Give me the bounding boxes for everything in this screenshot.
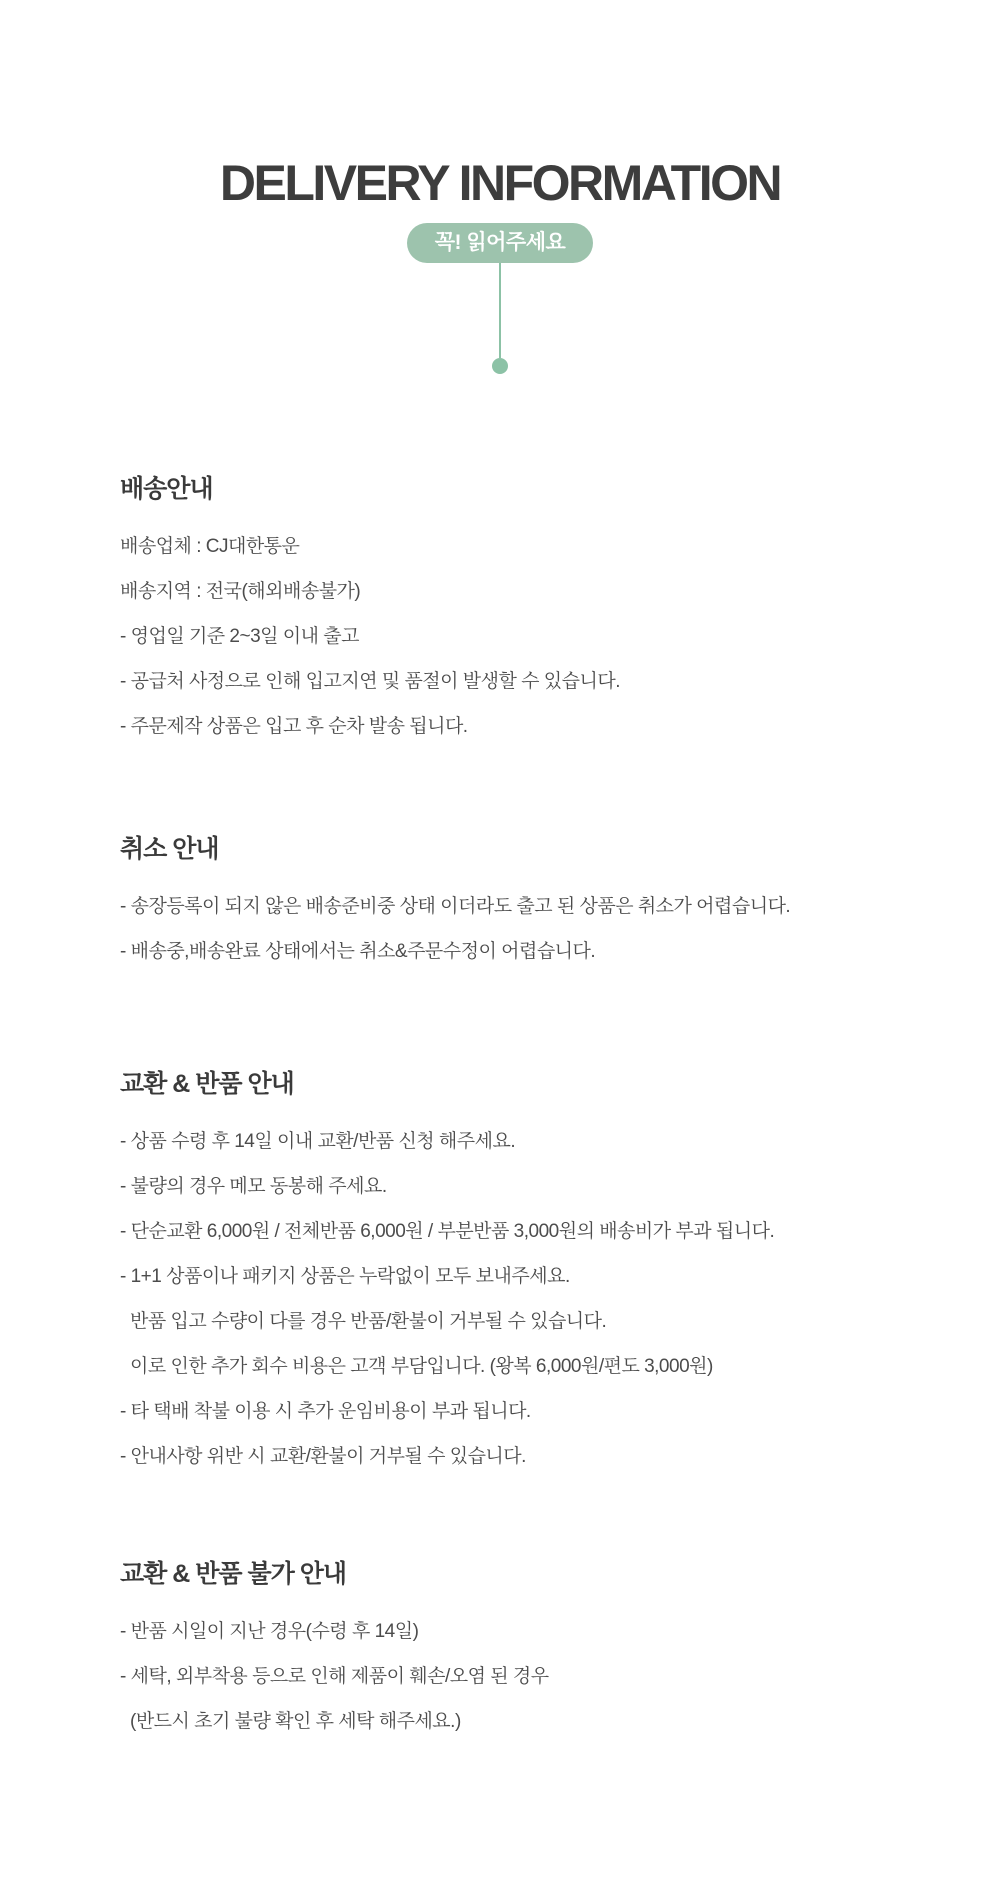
content-area	[0, 474, 1000, 1744]
section-heading-exchange-return-not-allowed: 교환 & 반품 불가 안내	[120, 1560, 347, 1588]
info-line: 배송지역 : 전국(해외배송불가)	[120, 581, 361, 602]
badge-row	[0, 223, 1000, 263]
section-heading-cancellation: 취소 안내	[120, 835, 219, 863]
info-line: - 단순교환 6,000원 / 전체반품 6,000원 / 부분반품 3,000원의 배송비가 부과 됩니다.	[120, 1221, 775, 1242]
section-cancellation	[120, 834, 880, 974]
read-me-badge: 꼭! 읽어주세요	[407, 223, 594, 263]
info-line: - 상품 수령 후 14일 이내 교환/반품 신청 해주세요.	[120, 1131, 516, 1152]
info-line: - 1+1 상품이나 패키지 상품은 누락없이 모두 보내주세요.	[120, 1266, 570, 1287]
info-line: 이로 인한 추가 회수 비용은 고객 부담입니다. (왕복 6,000원/편도 3,000원)	[130, 1356, 713, 1377]
info-line: - 배송중,배송완료 상태에서는 취소&주문수정이 어렵습니다.	[120, 941, 596, 962]
info-line: - 안내사항 위반 시 교환/환불이 거부될 수 있습니다.	[120, 1446, 526, 1467]
info-line: 배송업체 : CJ대한통운	[120, 536, 300, 557]
info-line: - 공급처 사정으로 인해 입고지연 및 품절이 발생할 수 있습니다.	[120, 671, 620, 692]
info-line: - 송장등록이 되지 않은 배송준비중 상태 이더라도 출고 된 상품은 취소가 어렵습니다.	[120, 896, 791, 917]
section-exchange-return-not-allowed	[120, 1559, 880, 1744]
info-line: - 타 택배 착불 이용 시 추가 운임비용이 부과 됩니다.	[120, 1401, 531, 1422]
section-shipping	[120, 474, 880, 749]
info-line: - 영업일 기준 2~3일 이내 출고	[120, 626, 359, 647]
info-line: (반드시 초기 불량 확인 후 세탁 해주세요.)	[130, 1711, 461, 1732]
info-line: 반품 입고 수량이 다를 경우 반품/환불이 거부될 수 있습니다.	[130, 1311, 607, 1332]
section-heading-exchange-return: 교환 & 반품 안내	[120, 1070, 294, 1098]
section-exchange-return	[120, 1069, 880, 1479]
info-line: - 세탁, 외부착용 등으로 인해 제품이 훼손/오염 된 경우	[120, 1666, 549, 1687]
section-lines-cancellation	[120, 884, 880, 974]
info-line: - 반품 시일이 지난 경우(수령 후 14일)	[120, 1621, 419, 1642]
connector-dot-icon	[492, 358, 508, 374]
info-line: - 불량의 경우 메모 동봉해 주세요.	[120, 1176, 387, 1197]
section-lines-exchange-return	[120, 1119, 880, 1479]
page-title: DELIVERY INFORMATION	[219, 155, 781, 211]
section-lines-shipping	[120, 524, 880, 749]
info-line: - 주문제작 상품은 입고 후 순차 발송 됩니다.	[120, 716, 468, 737]
section-heading-shipping: 배송안내	[120, 475, 213, 503]
connector-line	[499, 263, 501, 358]
section-lines-exchange-return-not-allowed	[120, 1609, 880, 1744]
